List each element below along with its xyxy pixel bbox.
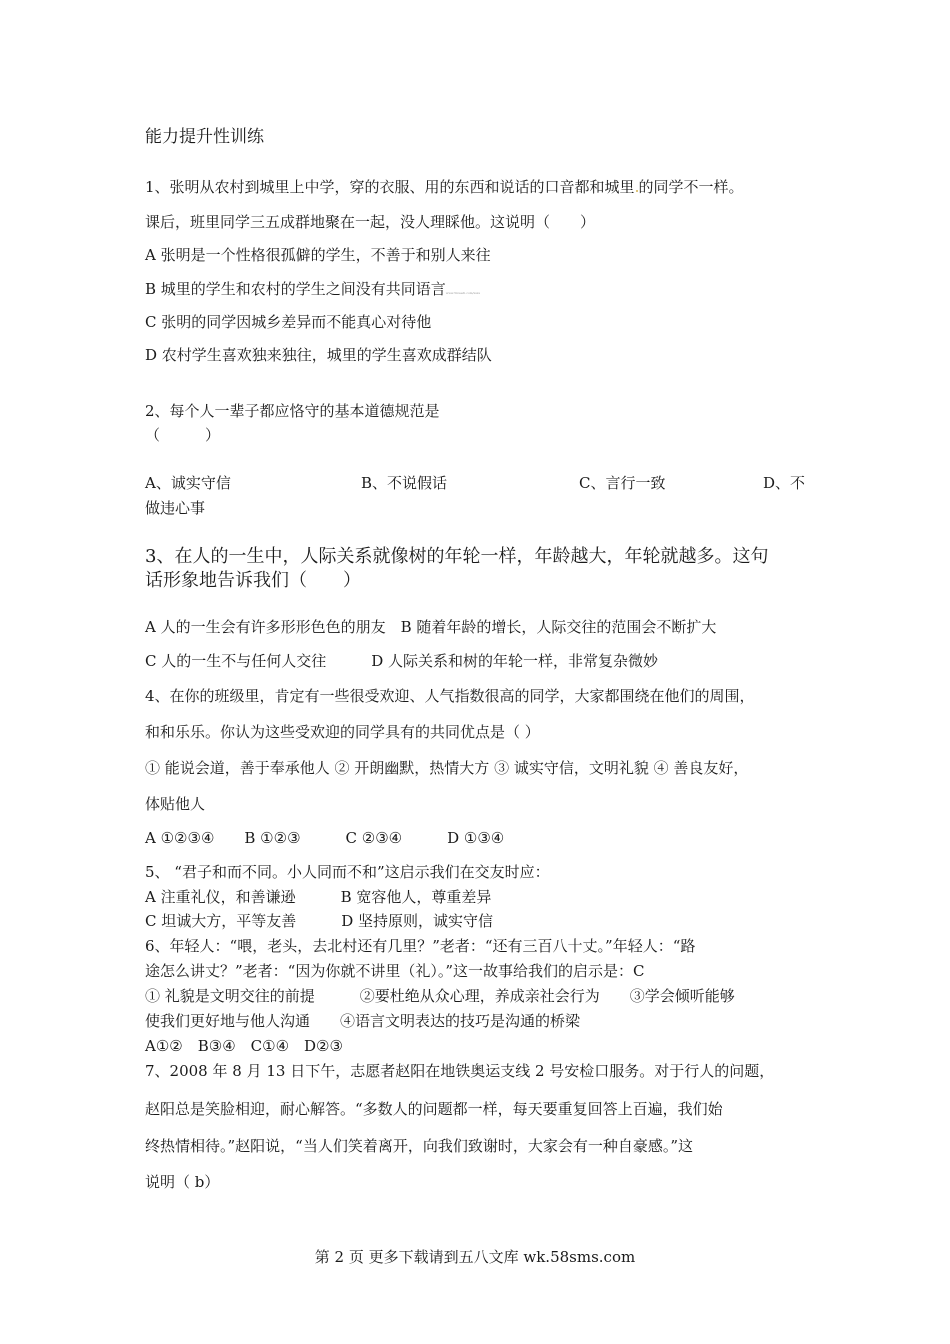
question-7-line-2: 赵阳总是笑脸相迎，耐心解答。“多数人的问题都一样，每天要重复回答上百遍，我们始 [145,1100,723,1118]
question-5-line-3: C 坦诚大方，平等友善 D 坚持原则，诚实守信 [145,912,494,930]
question-7-line-1: 7、2008 年 8 月 13 日下午，志愿者赵阳在地铁奥运支线 2 号安检口服务。对于行人的问题， [145,1062,775,1080]
question-4-line-3: ① 能说会道，善于奉承他人 ② 开朗幽默，热情大方 ③ 诚实守信，文明礼貌 ④ 善良友好， [145,759,749,777]
question-3-options-1: A 人的一生会有许多形形色色的朋友 B 随着年龄的增长，人际交往的范围会不断扩大 [145,618,717,636]
question-4-line-5: A ①②③④ B ①②③ C ②③④ D ①③④ [145,829,505,847]
question-6-line-5: A①② B③④ C①④ D②③ [145,1037,343,1055]
question-4-line-2: 和和乐乐。你认为这些受欢迎的同学具有的共同优点是（ ） [145,723,540,741]
question-3-line-1: 3、在人的一生中，人际关系就像树的年轮一样，年龄越大，年轮就越多。这句 [145,546,769,567]
page-footer: 第 2 页 更多下载请到五八文库 wk.58sms.com [314,1248,636,1266]
question-2-option-d-cont: 做违心事 [145,499,206,517]
question-1-option-d: D 农村学生喜欢独来独往，城里的学生喜欢成群结队 [145,346,492,364]
question-3-line-2: 话形象地告诉我们（ ） [145,570,361,591]
question-4-line-1: 4、在你的班级里，肯定有一些很受欢迎、人气指数很高的同学，大家都围绕在他们的周围， [145,687,755,705]
question-4-line-4: 体贴他人 [145,795,206,813]
question-1-line-1 [145,177,744,197]
watermark-text: www.5ixuedi.com/xsxs [445,291,481,295]
question-6-line-4: 使我们更好地与他人沟通 ④语言文明表达的技巧是沟通的桥梁 [145,1012,581,1030]
question-2-line-2: （ ） [145,426,221,444]
question-7-line-4: 说明（ b） [145,1173,220,1191]
question-2-option-b: B、不说假话 [361,474,448,492]
section-title: 能力提升性训练 [145,127,264,147]
question-6-line-2: 途怎么讲丈？”老者：“因为你就不讲里（礼）。”这一故事给我们的启示是：C [145,962,645,980]
question-2-option-c: C、言行一致 [579,474,666,492]
question-7-line-3: 终热情相待。”赵阳说，“当人们笑着离开，向我们致谢时，大家会有一种自豪感。”这 [145,1137,694,1155]
question-1-option-b [145,279,480,303]
question-5-line-2: A 注重礼仪，和善谦逊 B 宽容他人，尊重差异 [145,888,492,906]
mark-dot [636,190,638,192]
question-3-options-2: C 人的一生不与任何人交往 D 人际关系和树的年轮一样，非常复杂微妙 [145,652,659,670]
question-1-line-2: 课后，班里同学三五成群地聚在一起，没人理睬他。这说明（ ） [145,213,596,231]
question-6-line-3: ① 礼貌是文明交往的前提 ②要杜绝从众心理，养成亲社会行为 ③学会倾听能够 [145,987,735,1005]
question-1-option-a: A 张明是一个性格很孤僻的学生，不善于和别人来往 [145,246,491,264]
question-6-line-1: 6、年轻人：“喂，老头，去北村还有几里？”老者：“还有三百八十丈。”年轻人：“路 [145,937,696,955]
q1-text-a: 1、张明从农村到城里上中学，穿的衣服、用的东西和说话的口音都和城里 [145,178,635,196]
question-2-option-a: A、诚实守信 [145,474,231,492]
question-2-line-1: 2、每个人一辈子都应恪守的基本道德规范是 [145,402,440,420]
question-2-option-d: D、不 [763,474,806,492]
question-5-line-1: 5、 “君子和而不同。小人同而不和”这启示我们在交友时应： [145,863,550,881]
question-1-option-c: C 张明的同学因城乡差异而不能真心对待他 [145,313,432,331]
q1-text-b: 的同学不一样。 [638,178,744,196]
q1-option-b-text: B 城里的学生和农村的学生之间没有共同语言 [145,280,446,298]
